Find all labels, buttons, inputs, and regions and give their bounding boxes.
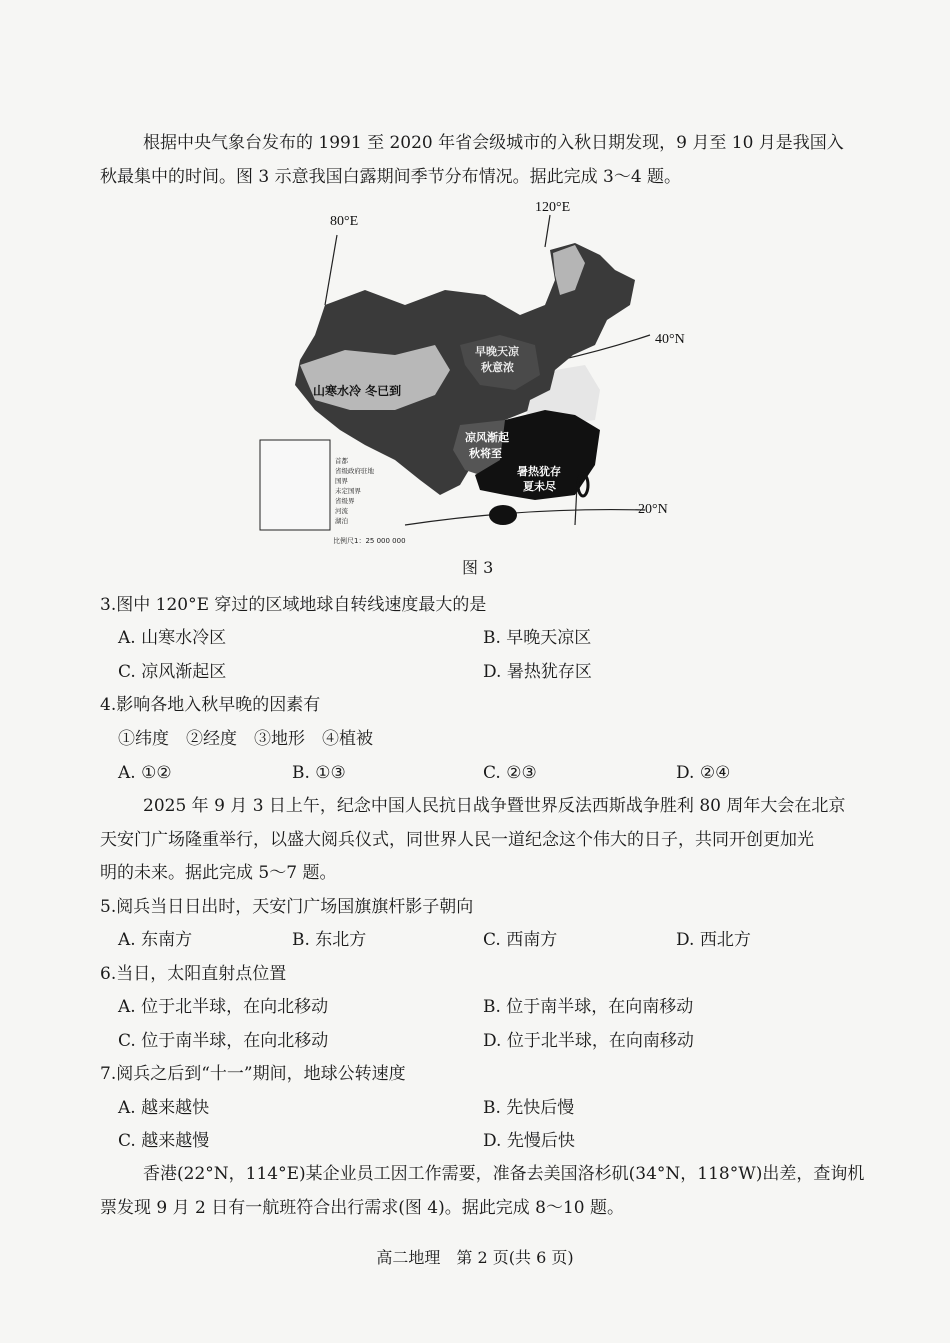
meridian-120e xyxy=(545,215,550,247)
q3-stem: 3.图中 120°E 穿过的区域地球自转线速度最大的是 xyxy=(100,595,487,615)
q6-option-b: B. 位于南半球，在向南移动 xyxy=(483,997,694,1017)
q7-option-c: C. 越来越慢 xyxy=(118,1131,210,1151)
q7-stem: 7.阅兵之后到“十一”期间，地球公转速度 xyxy=(100,1064,406,1084)
q4-option-c: C. ②③ xyxy=(483,763,537,783)
q6-option-c: C. 位于南半球，在向北移动 xyxy=(118,1031,329,1051)
q5-option-d: D. 西北方 xyxy=(676,930,751,950)
label-region-liangfeng-1: 凉风渐起 xyxy=(465,431,509,444)
q4-option-b: B. ①③ xyxy=(292,763,346,783)
q7-option-a: A. 越来越快 xyxy=(118,1098,210,1118)
q5-option-c: C. 西南方 xyxy=(483,930,558,950)
q4-option-d: D. ②④ xyxy=(676,763,731,783)
q6-stem: 6.当日，太阳直射点位置 xyxy=(100,964,287,984)
figure-caption: 图 3 xyxy=(462,558,494,577)
intro3-line-2: 票发现 9 月 2 日有一航班符合出行需求(图 4)。据此完成 8～10 题。 xyxy=(100,1198,624,1218)
q3-option-c: C. 凉风渐起区 xyxy=(118,662,227,682)
q5-stem: 5.阅兵当日日出时，天安门广场国旗旗杆影子朝向 xyxy=(100,897,474,917)
q5-option-a: A. 东南方 xyxy=(118,930,193,950)
label-80e: 80°E xyxy=(330,214,359,229)
label-20n: 20°N xyxy=(638,502,668,517)
q6-option-d: D. 位于北半球，在向南移动 xyxy=(483,1031,694,1051)
q4-option-a: A. ①② xyxy=(118,763,172,783)
china-season-map xyxy=(255,195,715,555)
intro-line-2: 秋最集中的时间。图 3 示意我国白露期间季节分布情况。据此完成 3～4 题。 xyxy=(100,167,682,187)
q4-factors: ①纬度 ②经度 ③地形 ④植被 xyxy=(118,729,373,749)
intro2-line-3: 明的未来。据此完成 5～7 题。 xyxy=(100,863,337,883)
label-40n: 40°N xyxy=(655,332,685,347)
page-footer: 高二地理 第 2 页(共 6 页) xyxy=(376,1248,574,1267)
south-sea-inset xyxy=(260,440,330,530)
q7-option-d: D. 先慢后快 xyxy=(483,1131,575,1151)
label-120e: 120°E xyxy=(535,200,571,215)
hainan-island xyxy=(489,505,517,525)
legend-river: 河流 xyxy=(335,507,348,515)
q7-option-b: B. 先快后慢 xyxy=(483,1098,575,1118)
legend-capital: 首都 xyxy=(335,457,348,465)
q5-option-b: B. 东北方 xyxy=(292,930,367,950)
legend-lake: 湖泊 xyxy=(335,517,348,525)
legend-undetermined-border: 未定国界 xyxy=(335,487,361,495)
q3-option-d: D. 暑热犹存区 xyxy=(483,662,592,682)
label-region-liangfeng-2: 秋将至 xyxy=(469,447,502,460)
parallel-20n xyxy=(405,510,645,525)
q3-option-a: A. 山寒水冷区 xyxy=(118,628,227,648)
intro2-line-2: 天安门广场隆重举行，以盛大阅兵仪式，同世界人民一道纪念这个伟大的日子，共同开创更加光 xyxy=(100,830,814,850)
intro3-line-1: 香港(22°N，114°E)某企业员工因工作需要，准备去美国洛杉矶(34°N，118°W)出差，查询机 xyxy=(143,1164,865,1184)
label-region-shanhan: 山寒水冷 冬已到 xyxy=(313,384,402,398)
q3-option-b: B. 早晚天凉区 xyxy=(483,628,592,648)
label-region-shure-1: 暑热犹存 xyxy=(517,465,561,478)
intro2-line-1: 2025 年 9 月 3 日上午，纪念中国人民抗日战争暨世界反法西斯战争胜利 80 周年大会在北京 xyxy=(143,796,846,816)
q4-stem: 4.影响各地入秋早晚的因素有 xyxy=(100,695,321,715)
map-scale: 比例尺1：25 000 000 xyxy=(333,537,406,545)
intro-line-1: 根据中央气象台发布的 1991 至 2020 年省会级城市的入秋日期发现，9 月至 10 月是我国入 xyxy=(143,133,844,153)
legend-provincial-border: 省级界 xyxy=(335,497,355,505)
q6-option-a: A. 位于北半球，在向北移动 xyxy=(118,997,329,1017)
label-region-zaowan-2: 秋意浓 xyxy=(481,361,514,374)
label-region-zaowan-1: 早晚天凉 xyxy=(475,345,519,358)
legend-national-border: 国界 xyxy=(335,477,348,485)
legend-provincial-capital: 省级政府驻地 xyxy=(335,467,374,475)
meridian-80e xyxy=(325,235,337,305)
label-region-shure-2: 夏未尽 xyxy=(523,480,556,493)
